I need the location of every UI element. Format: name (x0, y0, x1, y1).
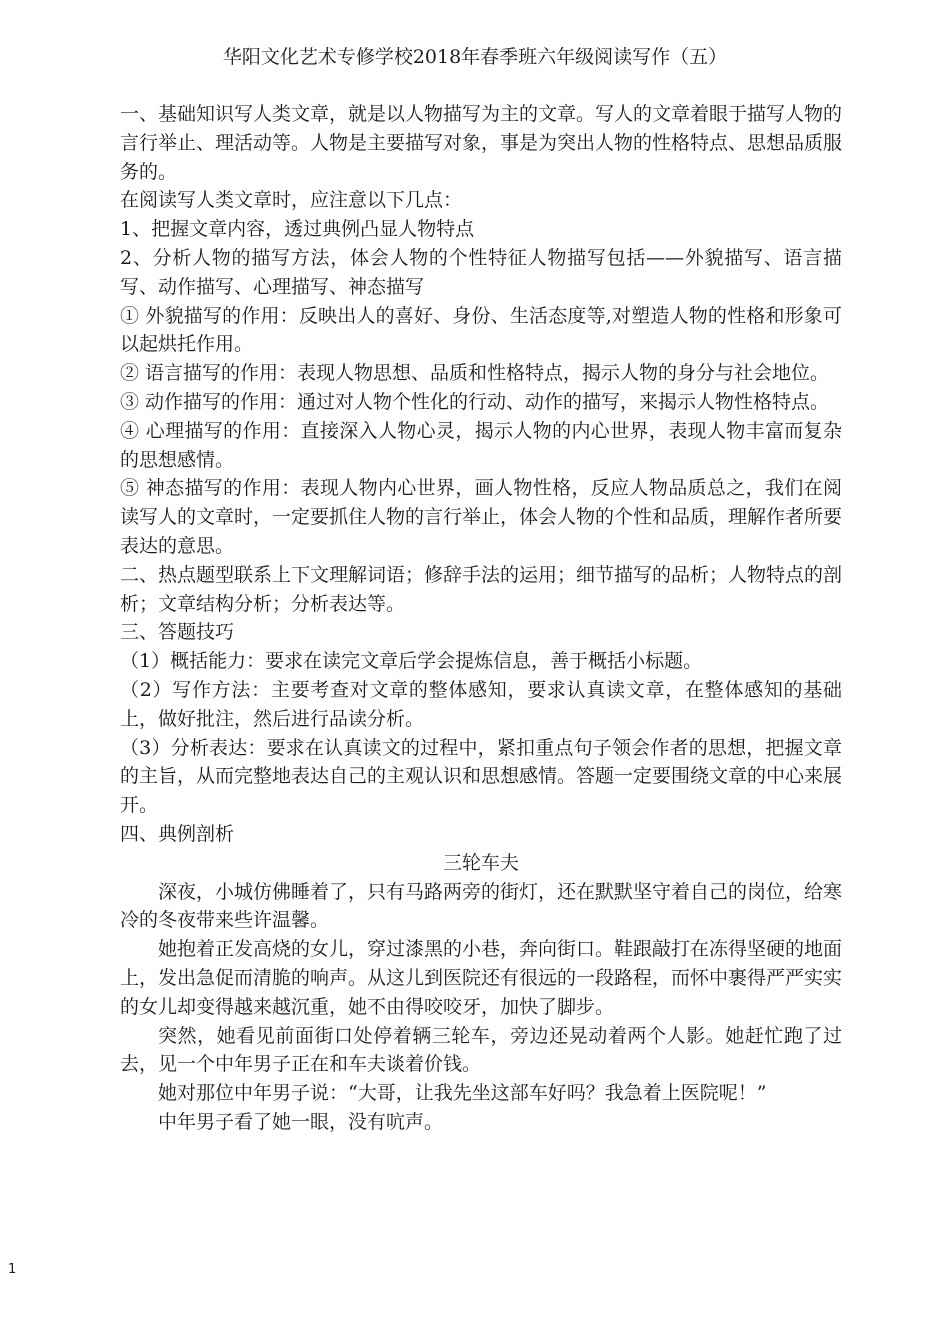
section-2-heading: 二、热点题型联系上下文理解词语；修辞手法的运用；细节描写的品析；人物特点的剖 (120, 563, 843, 586)
section-3-heading: 三、答题技巧 (120, 621, 235, 644)
section-2-continued: 析；文章结构分析；分析表达等。 (120, 592, 406, 615)
description-action: ③ 动作描写的作用：通过对人物个性化的行动、动作的描写，来揭示人物性格特点。 (120, 390, 830, 413)
page-number: 1 (8, 1262, 17, 1277)
description-psychology: ④ 心理描写的作用：直接深入人物心灵，揭示人物的内心世界，表现人物丰富而复杂的思想感情。 (120, 419, 842, 471)
description-appearance: ① 外貌描写的作用：反映出人的喜好、身份、生活态度等,对塑造人物的性格和形象可以起烘托作用。 (120, 304, 842, 356)
story-paragraph: 突然，她看见前面街口处停着辆三轮车，旁边还晃动着两个人影。她赶忙跑了过去，见一个中年男子正在和车夫谈着价钱。 (120, 1024, 842, 1076)
description-expression: ⑤ 神态描写的作用：表现人物内心世界，画人物性格，反应人物品质总之，我们在阅读写人的文章时，一定要抓住人物的言行举止，体会人物的个性和品质，理解作者所要表达的意思。 (120, 477, 843, 557)
skill-1: （1）概括能力：要求在读完文章后学会提炼信息，善于概括小标题。 (120, 650, 703, 673)
document-body (120, 100, 842, 1137)
section-4-heading: 四、典例剖析 (120, 822, 235, 845)
story-paragraph: 深夜，小城仿佛睡着了，只有马路两旁的街灯，还在默默坚守着自己的岗位，给寒冷的冬夜带来些许温馨。 (120, 880, 843, 932)
story-title: 三轮车夫 (442, 851, 519, 874)
tip-1: 1、把握文章内容，透过典例凸显人物特点 (120, 218, 475, 241)
description-language: ② 语言描写的作用：表现人物思想、品质和性格特点，揭示人物的身分与社会地位。 (120, 362, 830, 385)
story-paragraph: 中年男子看了她一眼，没有吭声。 (158, 1110, 444, 1133)
story-paragraph: 她对那位中年男子说：“大哥，让我先坐这部车好吗？我急着上医院呢！” (158, 1082, 767, 1105)
section-1-intro: 一、基础知识写人类文章，就是以人物描写为主的文章。写人的文章着眼于描写人物的言行举止、理活动等。人物是主要描写对象，事是为突出人物的性格特点、思想品质服务的。 (120, 103, 843, 183)
page-title: 华阳文化艺术专修学校2018年春季班六年级阅读写作（五） (222, 46, 728, 68)
tip-2: 2、分析人物的描写方法，体会人物的个性特征人物描写包括——外貌描写、语言描写、动作描写、心理描写、神态描写 (120, 246, 842, 298)
reading-tips-lead: 在阅读写人类文章时，应注意以下几点： (120, 189, 463, 212)
story-paragraph: 她抱着正发高烧的女儿，穿过漆黑的小巷，奔向街口。鞋跟敲打在冻得坚硬的地面上，发出急促而清脆的响声。从这儿到医院还有很远的一段路程，而怀中裹得严严实实的女儿却变得越来越沉重，她不由得咬咬牙，加快了脚步。 (120, 938, 843, 1018)
skill-3: （3）分析表达：要求在认真读文的过程中，紧扣重点句子领会作者的思想，把握文章的主旨，从而完整地表达自己的主观认识和思想感情。答题一定要围绕文章的中心来展开。 (120, 736, 843, 817)
skill-2: （2）写作方法：主要考查对文章的整体感知，要求认真读文章，在整体感知的基础上，做好批注，然后进行品读分析。 (120, 678, 842, 730)
